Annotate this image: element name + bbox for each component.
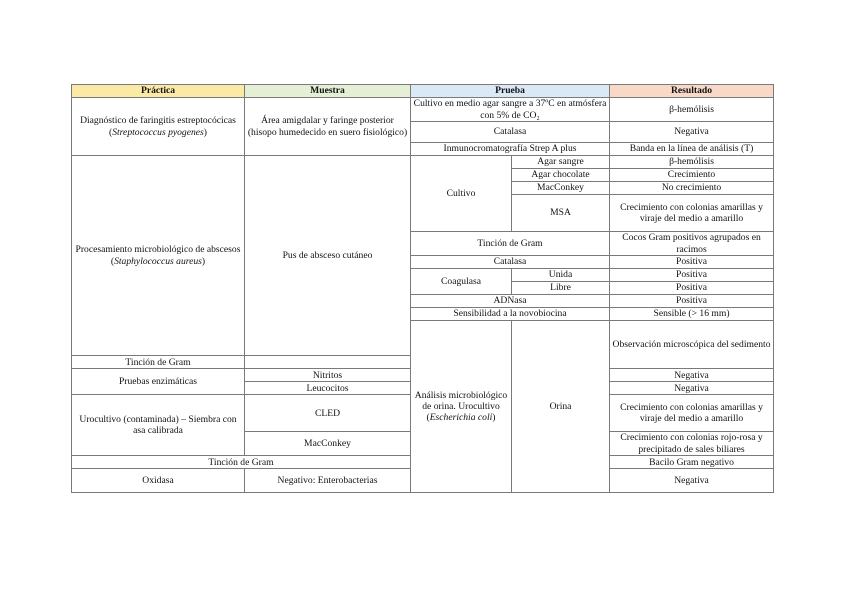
results-table bbox=[71, 84, 774, 493]
practica-abscesos: Procesamiento microbiológico de abscesos (Staphylococcus aureus) bbox=[72, 156, 245, 356]
resultado-cell: Negativa bbox=[610, 122, 774, 143]
coagulasa-label: Coagulasa bbox=[411, 269, 512, 295]
prueba-cell: Catalasa bbox=[411, 256, 610, 269]
resultado-cell: Positiva bbox=[610, 256, 774, 269]
sedimento-cell: Tinción de Gram bbox=[72, 356, 245, 369]
resultado-cell: Crecimiento con colonias rojo-rosa y precipitado de sales biliares bbox=[610, 432, 774, 456]
muestra-pus: Pus de absceso cutáneo bbox=[245, 156, 411, 356]
table-row bbox=[72, 98, 774, 122]
resultado-cell: Positiva bbox=[610, 269, 774, 282]
prueba-cell: Tinción de Gram bbox=[72, 456, 411, 469]
resultado-cell: Cocos Gram positivos agrupados en racimos bbox=[610, 232, 774, 256]
oxidasa-label: Oxidasa bbox=[72, 469, 245, 493]
prueba-cell: Negativo: Enterobacterias bbox=[245, 469, 411, 493]
resultado-cell: β-hemólisis bbox=[610, 98, 774, 122]
header-practica: Práctica bbox=[72, 85, 245, 98]
resultado-cell: No crecimiento bbox=[610, 182, 774, 195]
muestra-faringe: Área amigdalar y faringe posterior (hisopo humedecido en suero fisiológico) bbox=[245, 98, 411, 156]
tipo-cell: Unida bbox=[512, 269, 610, 282]
prueba-cell: Leucocitos bbox=[245, 382, 411, 395]
resultado-cell: Crecimiento bbox=[610, 169, 774, 182]
enzimaticas-label: Pruebas enzimáticas bbox=[72, 369, 245, 395]
resultado-cell: Negativa bbox=[610, 469, 774, 493]
tipo-cell: Libre bbox=[512, 282, 610, 295]
urocultivo-label: Urocultivo (contaminada) – Siembra con asa calibrada bbox=[72, 395, 245, 456]
resultado-cell: Negativa bbox=[610, 382, 774, 395]
sedimento-label: Observación microscópica del sedimento bbox=[610, 321, 774, 369]
prueba-cell: Catalasa bbox=[411, 122, 610, 143]
prueba-cell: Nitritos bbox=[245, 369, 411, 382]
resultado-cell: β-hemólisis bbox=[610, 156, 774, 169]
resultado-cell: Crecimiento con colonias amarillas y viraje del medio a amarillo bbox=[610, 195, 774, 232]
cultivo-label: Cultivo bbox=[411, 156, 512, 232]
resultado-cell: Crecimiento con colonias amarillas y viraje del medio a amarillo bbox=[610, 395, 774, 432]
medio-cell: CLED bbox=[245, 395, 411, 432]
prueba-cell: ADNasa bbox=[411, 295, 610, 308]
header-prueba: Prueba bbox=[411, 85, 610, 98]
resultado-cell: Positiva bbox=[610, 282, 774, 295]
prueba-cell: Tinción de Gram bbox=[411, 232, 610, 256]
medio-cell: Agar sangre bbox=[512, 156, 610, 169]
prueba-cell: Cultivo en medio agar sangre a 37ºC en atmósfera con 5% de CO₂ bbox=[411, 98, 610, 122]
resultado-cell: Banda en la línea de análisis (T) bbox=[610, 143, 774, 156]
table-row bbox=[72, 156, 774, 169]
header-resultado: Resultado bbox=[610, 85, 774, 98]
medio-cell: MacConkey bbox=[512, 182, 610, 195]
practica-orina: Análisis microbiológico de orina. Urocultivo (Escherichia coli) bbox=[411, 321, 512, 493]
practica-faringitis: Diagnóstico de faringitis estreptocócicas (Streptococcus pyogenes) bbox=[72, 98, 245, 156]
medio-cell: MSA bbox=[512, 195, 610, 232]
resultado-cell: Positiva bbox=[610, 295, 774, 308]
prueba-cell: Inmunocromatografía Strep A plus bbox=[411, 143, 610, 156]
header-muestra: Muestra bbox=[245, 85, 411, 98]
medio-cell: Agar chocolate bbox=[512, 169, 610, 182]
medio-cell: MacConkey bbox=[245, 432, 411, 456]
muestra-orina: Orina bbox=[512, 321, 610, 493]
resultado-cell: Bacilo Gram negativo bbox=[610, 456, 774, 469]
resultado-cell: Sensible (> 16 mm) bbox=[610, 308, 774, 321]
resultado-cell: Negativa bbox=[610, 369, 774, 382]
prueba-cell: Sensibilidad a la novobiocina bbox=[411, 308, 610, 321]
